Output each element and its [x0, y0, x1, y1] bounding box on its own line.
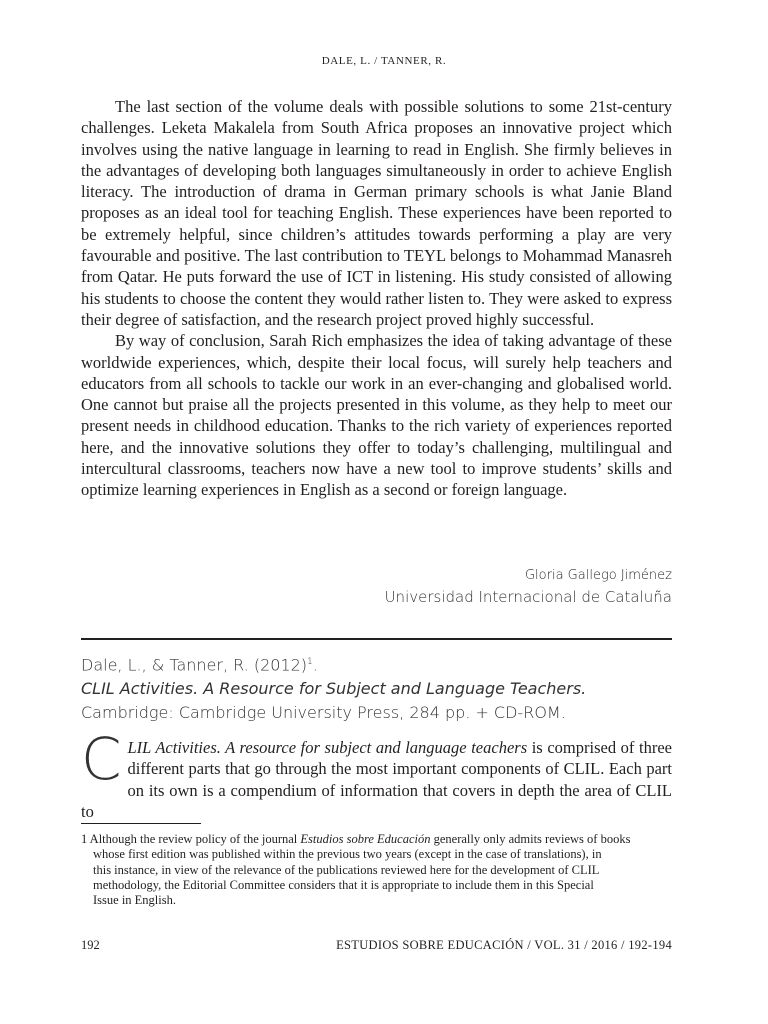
footnote-line-3: this instance, in view of the relevance of the publications reviewed here for the development of CLIL	[93, 862, 600, 877]
page-number: 192	[81, 938, 100, 952]
signature-affiliation: Universidad Internacional de Cataluña	[384, 588, 672, 606]
review-heading	[81, 650, 681, 725]
footnote-journal-name: Estudios sobre Educación	[300, 832, 431, 846]
footnote-line-4: methodology, the Editorial Committee considers that it is appropriate to include them in this Special	[93, 877, 594, 892]
footnote-line-5: Issue in English.	[93, 893, 176, 908]
review-book-title: CLIL Activities. A Resource for Subject and Language Teachers.	[81, 679, 587, 699]
paragraph-1: The last section of the volume deals with possible solutions to some 21st-century challenges. Leketa Makalela from South Africa proposes an innovative project which involves using the native language in learning to read in English. She firmly believes in the advantages of developing both languages simultaneously in order to achieve English literacy. The introduction of drama in German primary schools is what Janie Bland proposes as an ideal tool for teaching English. These experiences have been reported to be extremely helpful, since children’s attitudes towards performing a play are very favourable and positive. The last contribution to TEYL belongs to Mohammad Manasreh from Qatar. He puts forward the use of ICT in listening. His study consisted of allowing his students to choose the content they would rather listen to. They were asked to express their degree of satisfaction, and the research project proved highly successful.	[81, 97, 672, 329]
body-text	[81, 96, 672, 501]
footnote-number: 1	[81, 832, 88, 846]
footnote-line-2: whose first edition was published within the previous two years (except in the case of translations), in	[93, 847, 602, 862]
review-authors-text: Dale, L., & Tanner, R. (2012)	[81, 655, 308, 675]
footnote-line-1-end: generally only admits reviews of books	[430, 832, 631, 846]
footnote-marker[interactable]: 1	[307, 657, 313, 667]
signature-block	[385, 566, 672, 608]
journal-footer: ESTUDIOS SOBRE EDUCACIÓN / VOL. 31 / 2016 / 192-194	[336, 938, 672, 952]
drop-cap: C	[81, 725, 122, 793]
review-publisher: Cambridge: Cambridge University Press, 284 pp. + CD-ROM.	[81, 703, 566, 723]
review-authors	[81, 650, 681, 677]
section-divider	[81, 638, 672, 640]
footnote-before: Although the review policy of the journal	[87, 832, 301, 846]
paragraph-2: By way of conclusion, Sarah Rich emphasizes the idea of taking advantage of these worldwide experiences, which, despite their local focus, will surely help teachers and educators from all schools to tackle our work in an ever-changing and globalised world. One cannot but praise all the projects presented in this volume, as they help to meet our present needs in childhood education. Thanks to the rich variety of experiences reported here, and the innovative solutions they offer to today’s challenging, multilingual and intercultural classrooms, teachers now have a new tool to improve students’ skills and optimize learning experiences in English as a second or foreign language.	[81, 331, 672, 500]
footnote-line-1	[81, 832, 672, 847]
intro-book-title: LIL Activities. A resource for subject and language teachers	[127, 738, 528, 757]
signature-name: Gloria Gallego Jiménez	[524, 568, 672, 583]
review-authors-period: .	[312, 655, 318, 675]
running-head: DALE, L. / TANNER, R.	[321, 55, 447, 67]
intro-text: is comprised of three different parts that go through the most important components of CLIL. Each part on its own is a compendium of information that covers in depth the area of CLIL to	[81, 738, 672, 821]
footnote	[81, 832, 672, 908]
footnote-divider	[81, 823, 201, 824]
review-intro	[81, 725, 672, 822]
